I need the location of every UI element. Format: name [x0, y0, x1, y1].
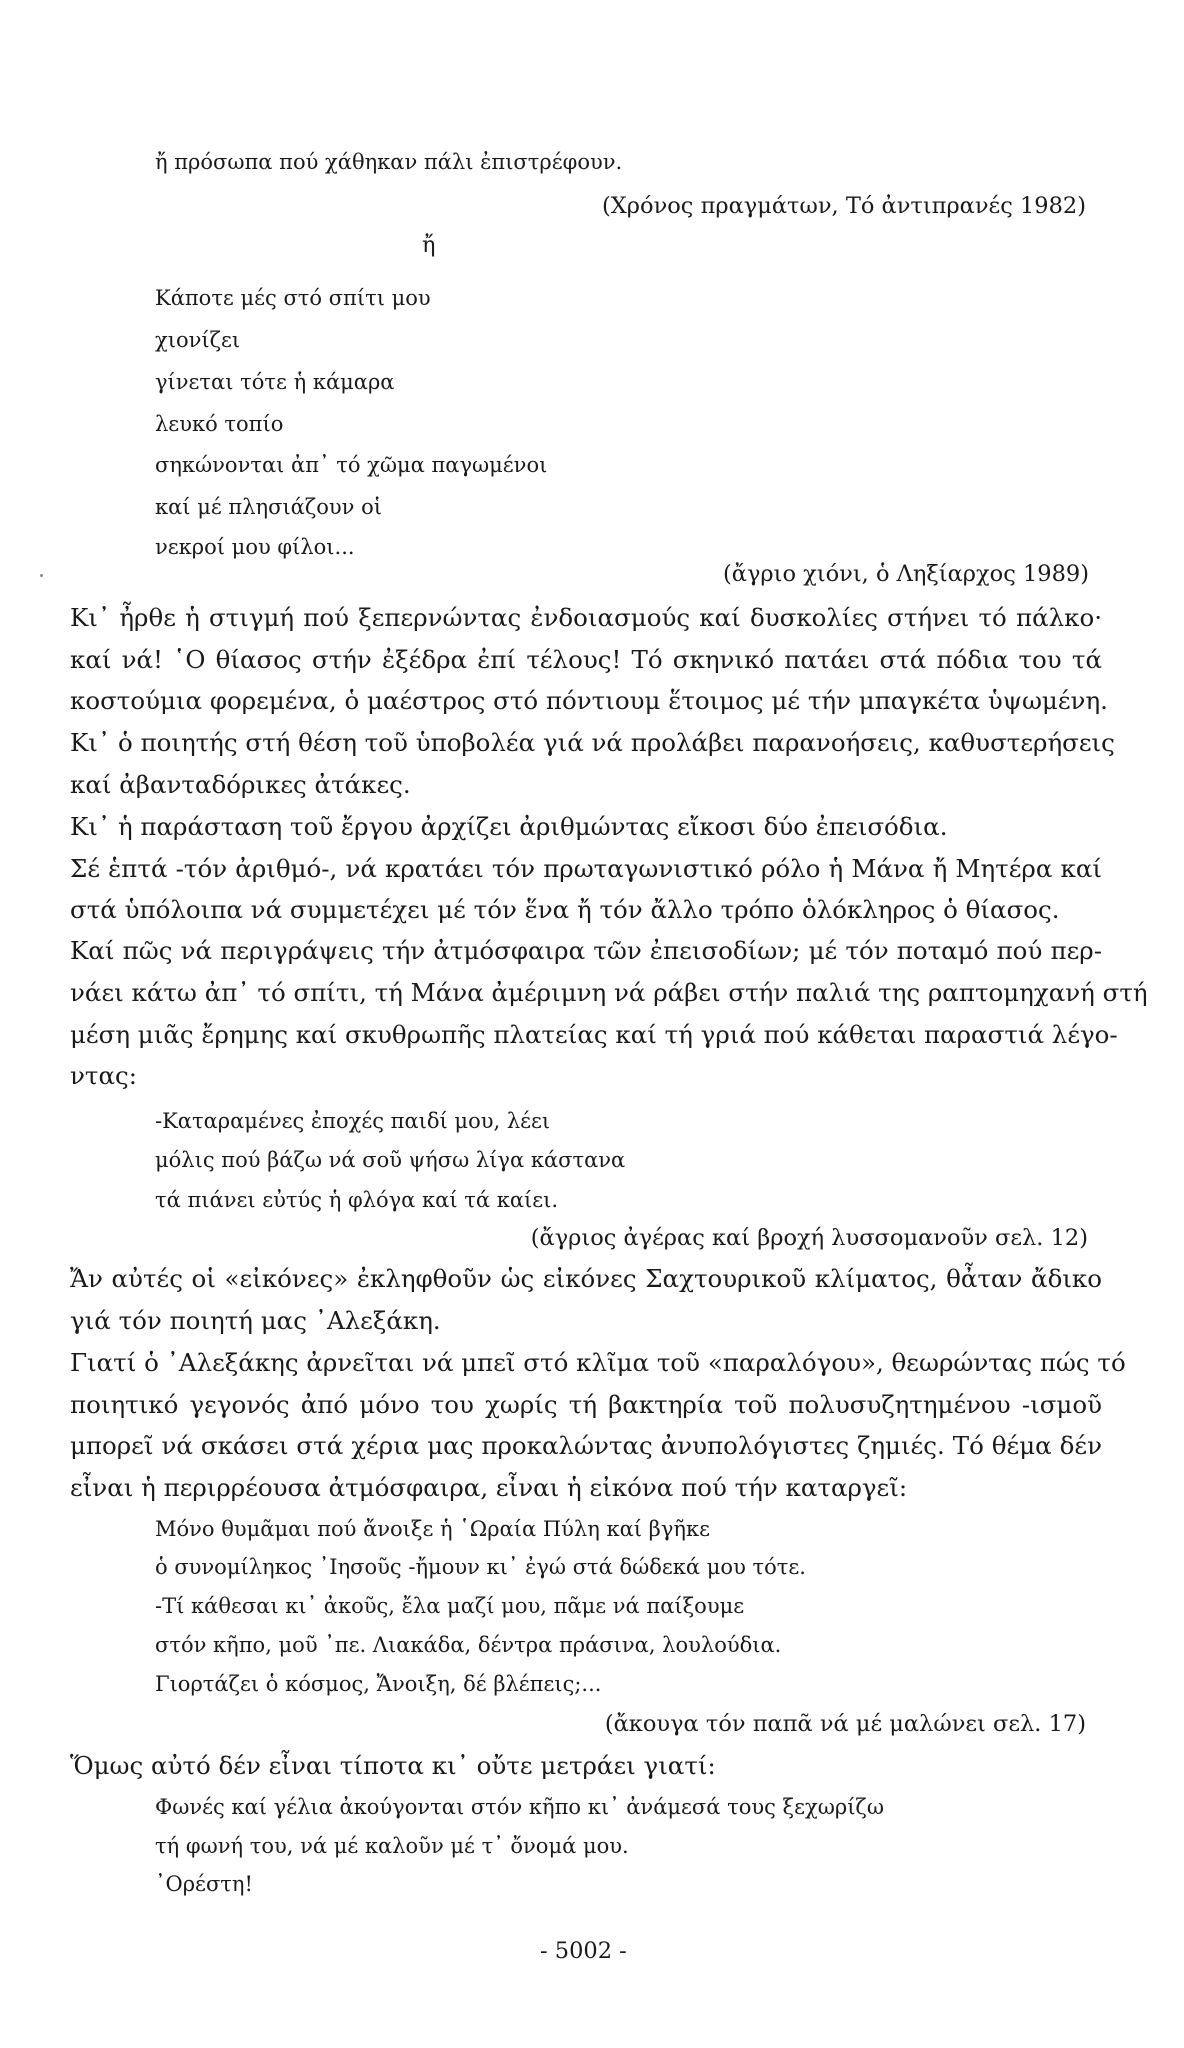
quote-line: -Τί κάθεσαι κι᾽ ἀκοῦς, ἔλα μαζί μου, πᾶμε νά παίξουμε [155, 1594, 745, 1618]
paragraph-line: νάει κάτω ἀπ᾽ τό σπίτι, τή Μάνα ἀμέριμνη νά ράβει στήν παλιά της ραπτομηχανή στή [70, 978, 1148, 1007]
paragraph-line: στά ὑπόλοιπα νά συμμετέχει μέ τόν ἕνα ἤ τόν ἄλλο τρόπο ὁλόκληρος ὁ θίασος. [70, 895, 1060, 924]
paragraph-line: Ἄν αὐτές οἱ «εἰκόνες» ἐκληφθοῦν ὡς εἰκόνες Σαχτουρικοῦ κλίματος, θἆταν ἄδικο [70, 1264, 1102, 1293]
citation: (ἄκουγα τόν παπᾶ νά μέ μαλώνει σελ. 17) [604, 1711, 1086, 1737]
quote-line: Φωνές καί γέλια ἀκούγονται στόν κῆπο κι᾽ ἀνάμεσά τους ξεχωρίζω [155, 1795, 884, 1819]
quote-line: τή φωνή του, νά μέ καλοῦν μέ τ᾽ ὄνομά μου. [155, 1834, 629, 1858]
citation: (ἄγριο χιόνι, ὁ Ληξίαρχος 1989) [722, 561, 1089, 587]
paragraph-line: μέση μιᾶς ἔρημης καί σκυθρωπῆς πλατείας καί τή γριά πού κάθεται παραστιά λέγο- [70, 1020, 1118, 1049]
separator-or: ἤ [422, 232, 436, 258]
paragraph-line: κοστούμια φορεμένα, ὁ μαέστρος στό πόντιουμ ἕτοιμος μέ τήν μπαγκέτα ὑψωμένη. [70, 686, 1108, 715]
poem-line: Κάποτε μές στό σπίτι μου [155, 286, 431, 310]
paragraph-line: γιά τόν ποιητή μας ᾽Αλεξάκη. [70, 1306, 441, 1335]
paragraph-line: Καί πῶς νά περιγράψεις τήν ἀτμόσφαιρα τῶν ἐπεισοδίων; μέ τόν ποταμό πού περ- [70, 936, 1102, 965]
speck [40, 574, 43, 577]
citation: (Χρόνος πραγμάτων, Τό ἀντιπρανές 1982) [602, 193, 1086, 219]
citation: (ἄγριος ἀγέρας καί βροχή λυσσομανοῦν σελ. 12) [530, 1225, 1088, 1251]
poem-line: καί μέ πλησιάζουν οἱ [155, 495, 382, 519]
quote-line: Μόνο θυμᾶμαι πού ἄνοιξε ἡ ῾Ωραία Πύλη καί βγῆκε [155, 1517, 710, 1541]
poem-line: σηκώνονται ἀπ᾽ τό χῶμα παγωμένοι [155, 453, 548, 477]
page-number: - 5002 - [540, 1938, 627, 1964]
paragraph-line: Σέ ἑπτά -τόν ἀριθμό-, νά κρατάει τόν πρωταγωνιστικό ρόλο ἡ Μάνα ἤ Μητέρα καί [70, 854, 1102, 883]
quote-line: Γιορτάζει ὁ κόσμος, Ἄνοιξη, δέ βλέπεις;... [155, 1672, 602, 1696]
quote-line: τά πιάνει εὐτύς ἡ φλόγα καί τά καίει. [155, 1188, 559, 1212]
paragraph-line: Κι᾽ ἡ παράσταση τοῦ ἔργου ἀρχίζει ἀριθμώντας εἴκοσι δύο ἐπεισόδια. [70, 812, 948, 841]
paragraph-line: καί ἀβανταδόρικες ἀτάκες. [70, 770, 411, 799]
poem-line: ἤ πρόσωπα πού χάθηκαν πάλι ἐπιστρέφουν. [155, 150, 623, 174]
poem-line: νεκροί μου φίλοι... [155, 535, 355, 559]
quote-line: ᾽Ορέστη! [155, 1872, 253, 1896]
quote-line: μόλις πού βάζω νά σοῦ ψήσω λίγα κάστανα [155, 1148, 626, 1172]
poem-line: λευκό τοπίο [155, 412, 284, 436]
poem-line: γίνεται τότε ἡ κάμαρα [155, 370, 395, 394]
quote-line: στόν κῆπο, μοῦ ᾽πε. Λιακάδα, δέντρα πράσινα, λουλούδια. [155, 1633, 782, 1657]
quote-line: ὁ συνομίληκος ᾽Ιησοῦς -ἤμουν κι᾽ ἐγώ στά δώδεκά μου τότε. [155, 1555, 806, 1579]
paragraph-line: ντας: [70, 1061, 137, 1090]
quote-line: -Καταραμένες ἐποχές παιδί μου, λέει [155, 1109, 551, 1133]
poem-line: χιονίζει [155, 328, 241, 352]
paragraph-line: Γιατί ὁ ᾽Αλεξάκης ἀρνεῖται νά μπεῖ στό κλῖμα τοῦ «παραλόγου», θεωρώντας πώς τό [70, 1348, 1126, 1377]
paragraph-line: εἶναι ἡ περιρρέουσα ἀτμόσφαιρα, εἶναι ἡ εἰκόνα πού τήν καταργεῖ: [70, 1473, 908, 1502]
paragraph-line: ποιητικό γεγονός ἀπό μόνο του χωρίς τή βακτηρία τοῦ πολυσυζητημένου -ισμοῦ [70, 1390, 1102, 1419]
paragraph-line: Κι᾽ ἦρθε ἡ στιγμή πού ξεπερνώντας ἐνδοιασμούς καί δυσκολίες στήνει τό πάλκο· [70, 603, 1102, 632]
paragraph-line: μπορεῖ νά σκάσει στά χέρια μας προκαλώντας ἀνυπολόγιστες ζημιές. Τό θέμα δέν [70, 1431, 1102, 1460]
paragraph-line: καί νά! ῾Ο θίασος στήν ἐξέδρα ἐπί τέλους! Τό σκηνικό πατάει στά πόδια του τά [70, 645, 1102, 674]
paragraph-line: Κι᾽ ὁ ποιητής στή θέση τοῦ ὑποβολέα γιά νά προλάβει παρανοήσεις, καθυστερήσεις [70, 728, 1115, 757]
paragraph-line: Ὅμως αὐτό δέν εἶναι τίποτα κι᾽ οὔτε μετράει γιατί: [70, 1751, 716, 1780]
